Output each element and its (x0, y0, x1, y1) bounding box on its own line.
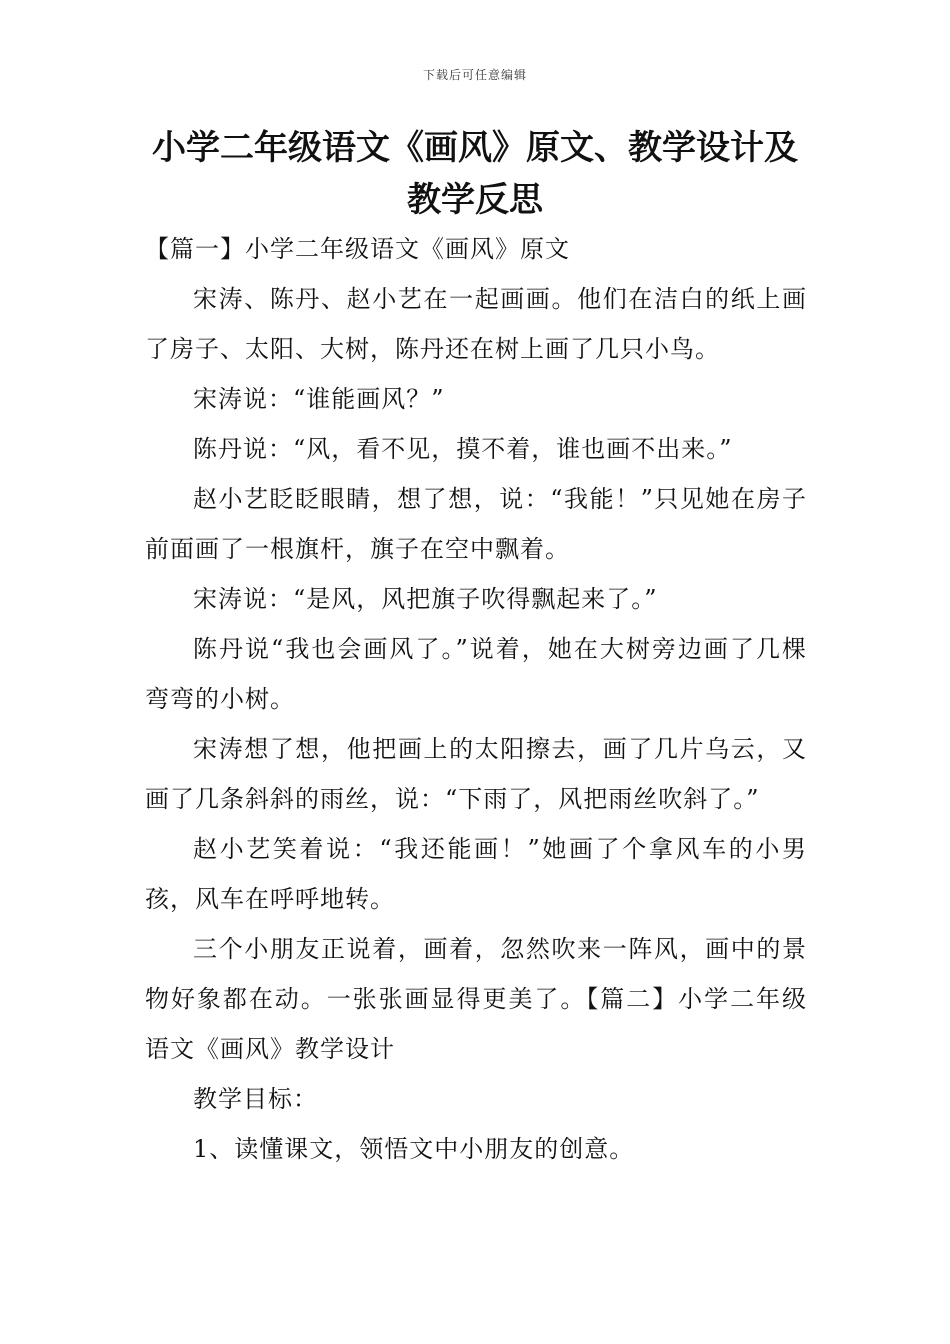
paragraph: 陈丹说：“风，看不见，摸不着，谁也画不出来。” (193, 435, 733, 463)
paragraph: 宋涛、陈丹、赵小艺在一起画画。他们在洁白的纸上画了房子、太阳、大树，陈丹还在树上画了几只小鸟。 (145, 285, 807, 363)
teaching-goals-heading: 教学目标： (193, 1085, 318, 1113)
paragraph: 赵小艺笑着说：“我还能画！”她画了个拿风车的小男孩，风车在呼呼地转。 (145, 835, 807, 913)
paragraph: 三个小朋友正说着，画着，忽然吹来一阵风，画中的景物好象都在动。一张张画显得更美了。【篇二】小学二年级语文《画风》教学设计 (145, 935, 807, 1063)
header-note: 下载后可任意编辑 (422, 68, 527, 82)
teaching-goal-item: 1、读懂课文，领悟文中小朋友的创意。 (193, 1135, 635, 1163)
paragraph: 陈丹说“我也会画风了。”说着，她在大树旁边画了几棵弯弯的小树。 (145, 635, 807, 713)
section-heading-part-one: 【篇一】小学二年级语文《画风》原文 (145, 235, 570, 263)
paragraph: 宋涛想了想，他把画上的太阳擦去，画了几片乌云，又画了几条斜斜的雨丝，说：“下雨了，风把雨丝吹斜了。” (145, 735, 807, 813)
paragraph: 赵小艺眨眨眼睛，想了想，说：“我能！”只见她在房子前面画了一根旗杆，旗子在空中飘着。 (145, 485, 807, 563)
paragraph: 宋涛说：“谁能画风？” (193, 385, 445, 413)
document-title: 小学二年级语文《画风》原文、教学设计及教学反思 (152, 128, 798, 220)
document-body (145, 224, 807, 1174)
paragraph: 宋涛说：“是风，风把旗子吹得飘起来了。” (193, 585, 658, 613)
